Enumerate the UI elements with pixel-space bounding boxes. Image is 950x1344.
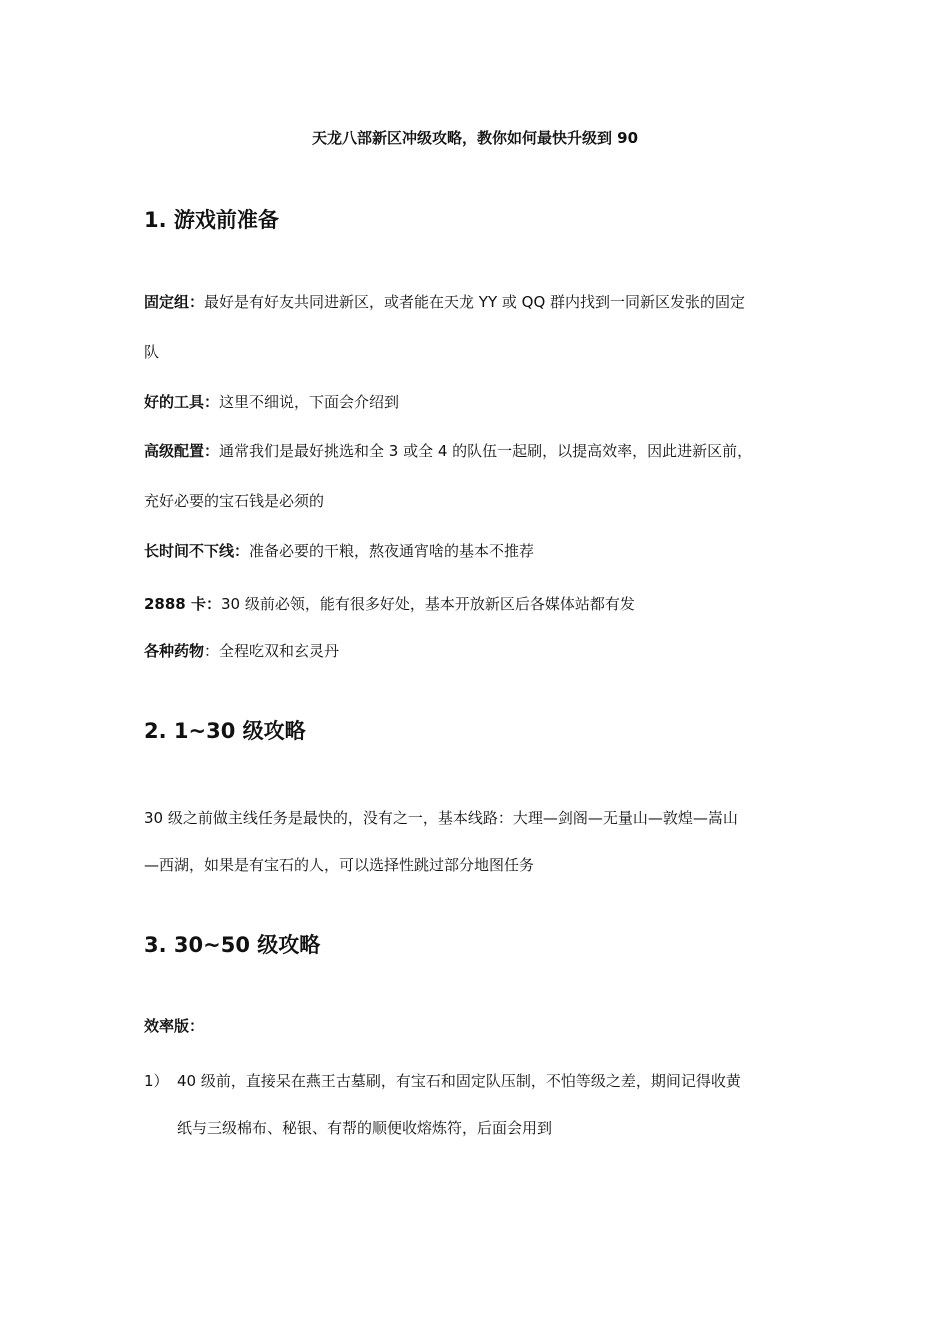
lv1-30-line-2: —西湖，如果是有宝石的人，可以选择性跳过部分地图任务 <box>144 856 535 874</box>
section-heading-lv30-50: 3. 30~50 级攻略 <box>144 933 321 957</box>
online-label: 长时间不下线： <box>144 542 250 560</box>
online-text: 准备必要的干粮，熬夜通宵啥的基本不推荐 <box>249 542 535 560</box>
tools-line <box>144 392 399 412</box>
config-label: 高级配置： <box>144 442 220 460</box>
document-title: 天龙八部新区冲级攻略，教你如何最快升级到 90 <box>311 129 639 147</box>
list-item-number: 1） <box>144 1072 169 1090</box>
online-line <box>144 541 534 561</box>
card-text: 30 级前必领，能有很多好处，基本开放新区后各媒体站都有发 <box>220 595 635 613</box>
section-heading-prep: 1. 游戏前准备 <box>144 208 279 232</box>
config-line-2: 充好必要的宝石钱是必须的 <box>144 492 325 510</box>
config-line <box>144 441 752 461</box>
fixed-group-line <box>144 292 745 312</box>
section-heading-lv1-30: 2. 1~30 级攻略 <box>144 719 306 743</box>
tools-text: 这里不细说，下面会介绍到 <box>219 393 400 411</box>
fixed-group-text: 最好是有好友共同进新区，或者能在天龙 YY 或 QQ 群内找到一同新区发张的固定 <box>204 293 746 311</box>
fixed-group-label: 固定组： <box>144 293 205 311</box>
tools-label: 好的工具： <box>144 393 220 411</box>
config-text: 通常我们是最好挑选和全 3 或全 4 的队伍一起刷，以提高效率，因此进新区前， <box>219 442 753 460</box>
card-line <box>144 594 635 614</box>
fixed-group-line-2: 队 <box>144 343 160 361</box>
list-item-line-1: 40 级前，直接呆在燕王古墓刷，有宝石和固定队压制，不怕等级之差，期间记得收黄 <box>177 1072 741 1090</box>
potions-text: ：全程吃双和玄灵丹 <box>204 642 340 660</box>
list-item-line-2: 纸与三级棉布、秘银、有帮的顺便收熔炼符，后面会用到 <box>177 1119 553 1137</box>
efficiency-label <box>144 1016 204 1036</box>
potions-label: 各种药物 <box>144 642 205 660</box>
potions-line <box>144 641 339 661</box>
efficiency-label-text: 效率版： <box>144 1017 205 1035</box>
lv1-30-line-1: 30 级之前做主线任务是最快的，没有之一，基本线路：大理—剑阁—无量山—敦煌—嵩山 <box>144 809 738 827</box>
card-label: 2888 卡： <box>144 595 221 613</box>
